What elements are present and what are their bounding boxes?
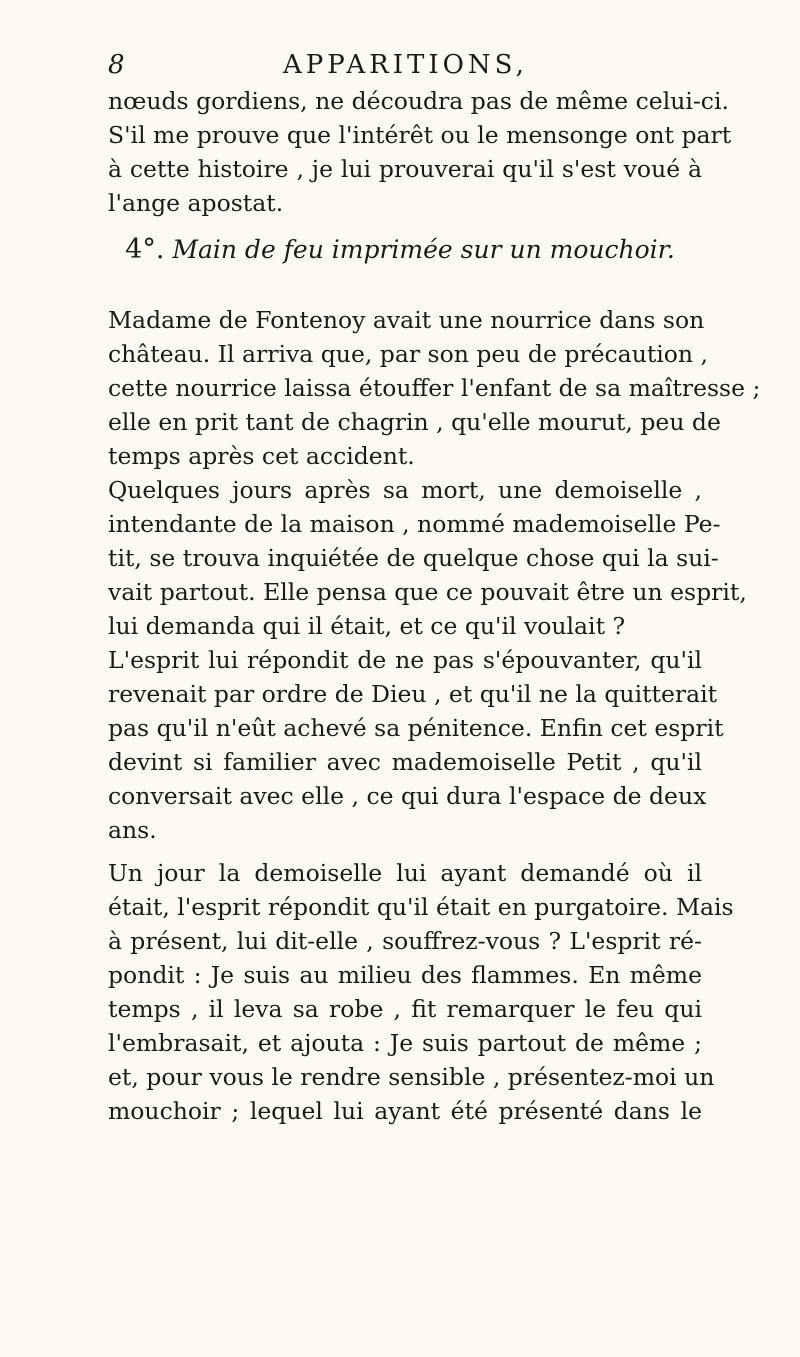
text-line: revenait par ordre de Dieu , et qu'il ne la quitterait [108,680,718,708]
text-line: intendante de la maison , nommé mademoiselle Pe- [108,510,721,538]
text-line: l'ange apostat. [108,189,284,217]
text-line: à cette histoire , je lui prouverai qu'il s'est voué à [108,155,702,183]
running-title: APPARITIONS, [283,50,528,80]
text-line: Un jour la demoiselle lui ayant demandé où il [108,859,702,887]
text-line: château. Il arriva que, par son peu de précaution , [108,340,709,368]
text-line: S'il me prouve que l'intérêt ou le mensonge ont part [108,121,732,149]
text-line: pas qu'il n'eût achevé sa pénitence. Enfin cet esprit [108,714,724,742]
text-line: vait partout. Elle pensa que ce pouvait être un esprit, [108,578,747,606]
text-line: lui demanda qui il était, et ce qu'il voulait ? [108,612,626,640]
text-line: L'esprit lui répondit de ne pas s'épouvanter, qu'il [108,646,702,674]
text-line: était, l'esprit répondit qu'il était en purgatoire. Mais [108,893,734,921]
text-line: temps après cet accident. [108,442,415,470]
text-line: Madame de Fontenoy avait une nourrice dans son [108,306,705,334]
text-line: elle en prit tant de chagrin , qu'elle mourut, peu de [108,408,721,436]
text-line: tit, se trouva inquiétée de quelque chose qui la sui- [108,544,719,572]
text-line: pondit : Je suis au milieu des flammes. En même [108,961,702,989]
text-line: et, pour vous le rendre sensible , présentez-moi un [108,1063,715,1091]
text-line: Quelques jours après sa mort, une demoiselle , [108,476,702,504]
page-number: 8 [108,50,125,80]
text-line: devint si familier avec mademoiselle Petit , qu'il [108,748,702,776]
section-heading [0,234,800,265]
text-line: l'embrasait, et ajouta : Je suis partout de même ; [108,1029,702,1057]
section-number: 4°. [125,234,165,265]
section-title: Main de feu imprimée sur un mouchoir. [172,235,675,264]
text-line: temps , il leva sa robe , fit remarquer le feu qui [108,995,702,1023]
text-line: cette nourrice laissa étouffer l'enfant de sa maîtresse ; [108,374,761,402]
text-line: ans. [108,816,157,844]
text-line: nœuds gordiens, ne découdra pas de même celui-ci. [108,87,729,115]
text-line: conversait avec elle , ce qui dura l'espace de deux [108,782,707,810]
text-line: à présent, lui dit-elle , souffrez-vous ? L'esprit ré- [108,927,702,955]
text-line: mouchoir ; lequel lui ayant été présenté dans le [108,1097,702,1125]
